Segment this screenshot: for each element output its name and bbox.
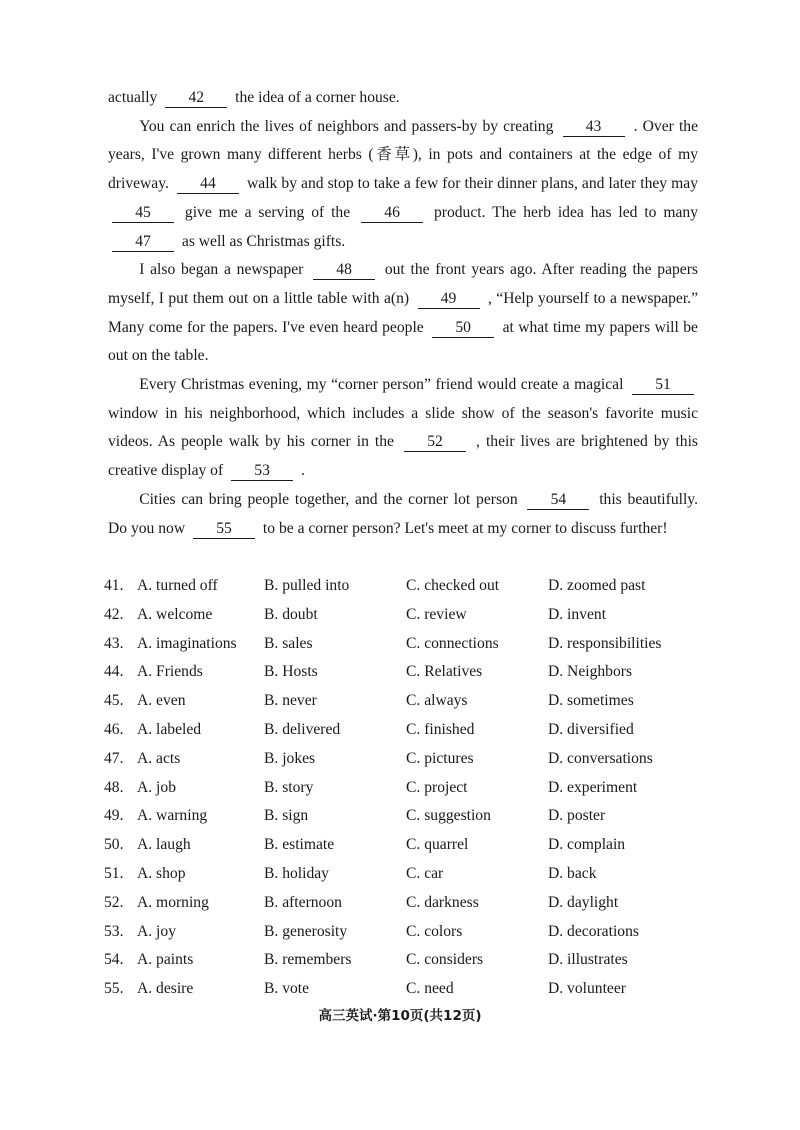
blank-number: 47: [112, 232, 174, 252]
option-b: B. jokes: [264, 749, 316, 767]
option-b: B. vote: [264, 980, 310, 998]
option-a: A. imaginations: [137, 634, 237, 652]
option-c: C. checked out: [406, 577, 500, 594]
option-d: D. poster: [548, 807, 606, 825]
option-c: C. connections: [406, 634, 499, 652]
question-number: 47.: [104, 749, 124, 767]
question-row: [104, 802, 704, 831]
passage-paragraph: [108, 486, 698, 543]
option-a: A. warning: [137, 807, 208, 825]
passage-paragraph: [108, 371, 698, 486]
question-number: 50.: [104, 836, 124, 854]
option-d: D. Neighbors: [548, 663, 633, 681]
option-d: D. illustrates: [548, 951, 628, 969]
option-c: C. finished: [406, 720, 475, 738]
option-c: C. always: [406, 692, 468, 710]
option-c: C. need: [406, 980, 454, 998]
option-d: D. zoomed past: [548, 577, 646, 594]
passage-text: this beautifully. Do you now: [108, 490, 698, 537]
option-d: D. invent: [548, 605, 607, 623]
option-c: C. considers: [406, 951, 484, 969]
option-c: C. quarrel: [406, 836, 469, 854]
question-row: [104, 889, 704, 918]
passage-text: I also began a newspaper: [139, 261, 304, 279]
option-c: C. review: [406, 605, 467, 623]
question-row: [104, 601, 704, 630]
question-number: 55.: [104, 980, 124, 998]
question-number: 48.: [104, 778, 124, 796]
passage-text: give me a serving of the: [184, 203, 351, 221]
question-row: [104, 572, 704, 601]
blank-number: 46: [361, 203, 423, 223]
option-a: A. morning: [137, 893, 209, 911]
option-d: D. diversified: [548, 720, 634, 738]
question-row: [104, 860, 704, 889]
option-a: A. Friends: [137, 663, 203, 681]
option-b: B. story: [264, 778, 314, 796]
passage-text: walk by and stop to take a few for their dinner plans, and later they may: [247, 175, 698, 193]
option-d: D. responsibilities: [548, 634, 662, 652]
blank-number: 45: [112, 203, 174, 223]
option-b: B. Hosts: [264, 663, 318, 681]
question-number: 54.: [104, 951, 124, 969]
cloze-passage: [108, 84, 698, 543]
option-a: A. acts: [137, 749, 181, 767]
blank-number: 54: [527, 490, 589, 510]
passage-text: the idea of a corner house.: [235, 89, 400, 106]
question-number: 42.: [104, 605, 124, 623]
passage-text: , their lives are brightened by this creative display of: [108, 433, 698, 480]
option-c: C. pictures: [406, 749, 474, 767]
option-a: A. desire: [137, 980, 194, 998]
option-a: A. labeled: [137, 720, 202, 738]
question-row: [104, 630, 704, 659]
question-row: [104, 774, 704, 803]
question-number: 52.: [104, 893, 124, 911]
question-row: [104, 716, 704, 745]
passage-text: out the front years ago. After reading the papers myself, I put them out on a little table with a(n): [108, 261, 698, 307]
passage-text: . Over the years, I've grown many different herbs (香草), in pots and containers at the edge of my driveway.: [108, 117, 698, 193]
question-row: [104, 946, 704, 975]
passage-text: to be a corner person? Let's meet at my corner to discuss further!: [262, 519, 668, 537]
question-row: [104, 918, 704, 947]
option-b: B. holiday: [264, 864, 329, 882]
option-b: B. delivered: [264, 720, 341, 738]
option-b: B. generosity: [264, 922, 348, 940]
passage-text: , “Help yourself to a newspaper.” Many come for the papers. I've even heard people: [108, 289, 699, 336]
option-a: A. turned off: [137, 577, 218, 594]
question-row: [104, 658, 704, 687]
option-b: B. never: [264, 692, 317, 710]
option-d: D. volunteer: [548, 980, 626, 998]
option-c: C. Relatives: [406, 663, 483, 681]
option-c: C. darkness: [406, 893, 479, 911]
blank-number: 42: [165, 88, 227, 108]
option-d: D. experiment: [548, 778, 638, 796]
option-a: A. shop: [137, 864, 186, 882]
option-d: D. conversations: [548, 749, 653, 767]
question-number: 44.: [104, 663, 124, 681]
passage-text: Every Christmas evening, my “corner person” friend would create a magical: [139, 376, 624, 394]
passage-text: at what time my papers will be out on the table.: [108, 318, 698, 365]
option-d: D. daylight: [548, 893, 619, 911]
page-footer: 高三英试·第10页(共12页): [318, 1008, 482, 1024]
question-row: [104, 687, 704, 716]
blank-number: 49: [418, 289, 480, 309]
passage-text: Cities can bring people together, and the corner lot person: [139, 490, 518, 508]
passage-text: product. The herb idea has led to many: [433, 203, 699, 221]
option-a: A. welcome: [137, 605, 213, 623]
option-d: D. sometimes: [548, 692, 634, 710]
blank-number: 52: [404, 432, 466, 452]
blank-number: 55: [193, 519, 255, 539]
option-a: A. job: [137, 778, 176, 796]
blank-number: 53: [231, 461, 293, 481]
option-d: D. back: [548, 864, 597, 882]
option-c: C. suggestion: [406, 807, 491, 825]
option-c: C. colors: [406, 922, 463, 940]
option-b: B. pulled into: [264, 577, 350, 594]
option-d: D. decorations: [548, 922, 639, 940]
question-row: [104, 831, 704, 860]
option-a: A. laugh: [137, 836, 191, 854]
passage-paragraph: [108, 113, 698, 257]
option-a: A. paints: [137, 951, 194, 969]
option-b: B. afternoon: [264, 893, 342, 911]
blank-number: 43: [563, 117, 625, 137]
blank-number: 51: [632, 375, 694, 395]
question-number: 41.: [104, 577, 124, 594]
option-a: A. even: [137, 692, 186, 710]
option-b: B. doubt: [264, 605, 318, 623]
passage-paragraph: [108, 256, 698, 371]
option-b: B. sales: [264, 634, 313, 652]
question-number: 46.: [104, 720, 124, 738]
option-d: D. complain: [548, 836, 626, 854]
blank-number: 44: [177, 174, 239, 194]
question-number: 49.: [104, 807, 124, 825]
passage-text: as well as Christmas gifts.: [181, 232, 346, 250]
blank-number: 48: [313, 260, 375, 280]
question-row: [104, 745, 704, 774]
option-a: A. joy: [137, 922, 176, 940]
question-row: [104, 975, 704, 1004]
option-c: C. car: [406, 864, 444, 882]
passage-text: You can enrich the lives of neighbors and passers-by by creating: [139, 117, 554, 135]
passage-text: window in his neighborhood, which includes a slide show of the season's favorite music videos. As people walk by his corner in the: [108, 404, 698, 451]
passage-text: .: [300, 462, 305, 480]
option-c: C. project: [406, 778, 468, 796]
answer-options-list: [104, 572, 704, 1004]
option-b: B. remembers: [264, 951, 352, 969]
blank-number: 50: [432, 318, 494, 338]
passage-paragraph: [108, 84, 698, 113]
option-b: B. sign: [264, 807, 309, 825]
passage-text: actually: [108, 89, 158, 106]
question-number: 45.: [104, 692, 124, 710]
option-b: B. estimate: [264, 836, 335, 854]
question-number: 53.: [104, 922, 124, 940]
question-number: 51.: [104, 864, 124, 882]
question-number: 43.: [104, 634, 124, 652]
